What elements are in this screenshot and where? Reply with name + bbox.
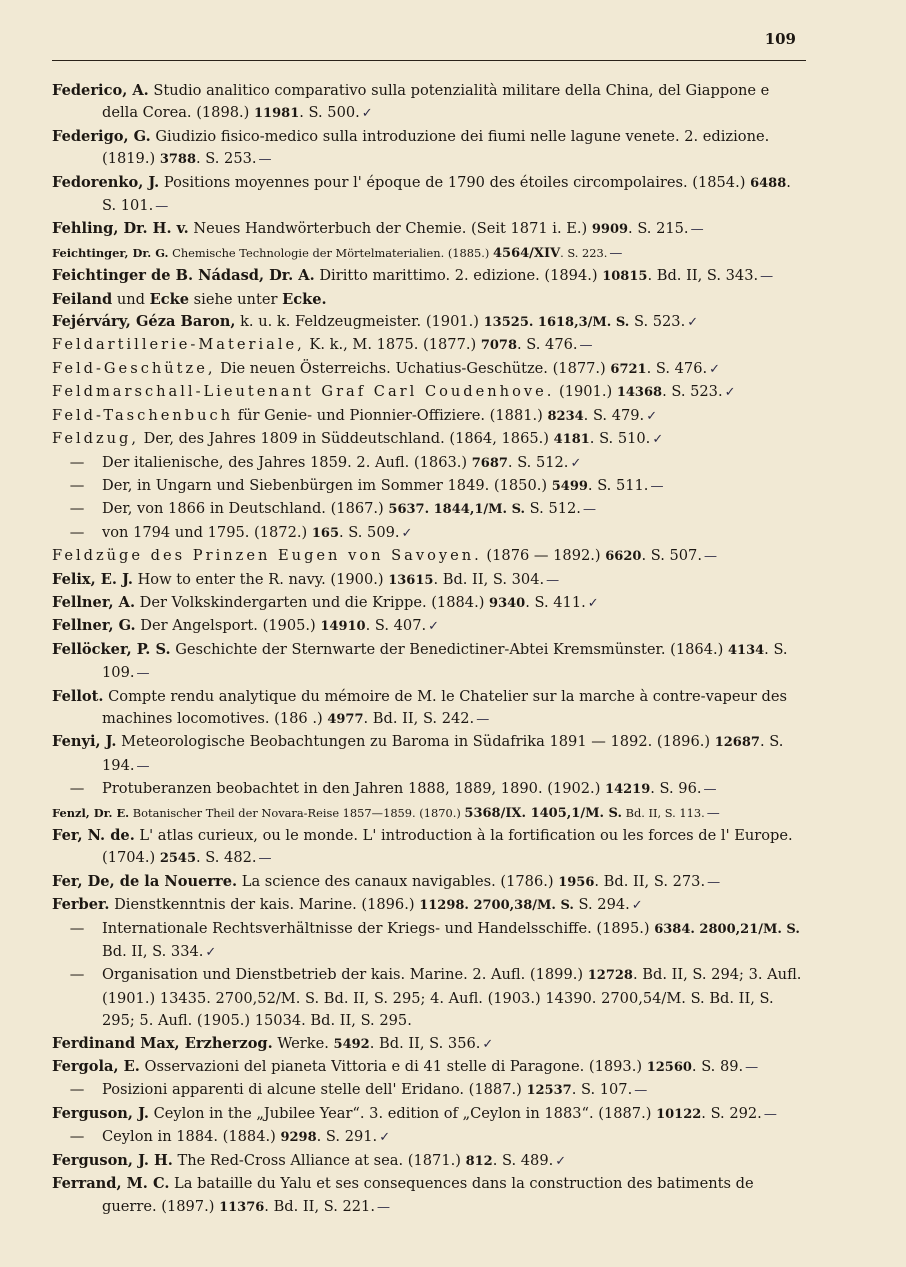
check-mark: ✓ <box>646 408 658 424</box>
ditto-dash: — <box>69 500 85 518</box>
sub-entry <box>52 918 802 965</box>
entry-title: Die neuen Österreichs. Uchatius-Geschütze. (1877.) <box>215 359 611 377</box>
ditto-dash: — <box>69 780 85 798</box>
entry-heading-spaced: Feldmarschall-Lieutenant Graf Carl Coudenhove. <box>52 383 555 401</box>
check-mark: ✓ <box>631 898 643 914</box>
catalog-number: 4977 <box>327 711 364 727</box>
catalog-number: 3788 <box>159 152 196 168</box>
page-reference: . S. 512. <box>507 453 569 471</box>
entry-title: Dienstkenntnis der kais. Marine. (1896.) <box>109 896 420 914</box>
page-reference: . Bd. II, S. 242. <box>363 709 475 727</box>
check-mark: — <box>136 666 150 682</box>
entry-heading-spaced: Feld-Taschenbuch <box>52 406 234 424</box>
entry-title: La science des canaux navigables. (1786.) <box>237 872 559 890</box>
index-entry <box>52 825 802 871</box>
check-mark: — <box>546 572 560 588</box>
index-entry <box>52 569 802 592</box>
page-reference: . S. 489. <box>492 1151 554 1169</box>
index-entry <box>52 871 802 894</box>
entry-heading: Ecke. <box>282 290 327 308</box>
catalog-number: 165 <box>311 525 339 541</box>
entry-title: und <box>112 290 150 308</box>
entry-title: How to enter the R. navy. (1900.) <box>132 570 389 588</box>
check-mark: ✓ <box>428 619 440 635</box>
index-entry <box>52 265 802 288</box>
check-mark: ✓ <box>570 455 582 471</box>
catalog-number: 812 <box>465 1153 493 1169</box>
entry-title: Giudizio fisico-medico sulla introduzione dei fiumi nelle lagune venete. 2. edizione. (1819.) <box>102 127 770 168</box>
entry-title: k. u. k. Feldzeugmeister. (1901.) <box>235 313 484 331</box>
index-entry <box>52 1103 802 1126</box>
catalog-number: 4564/XIV <box>492 245 561 261</box>
ditto-dash: — <box>69 1128 85 1146</box>
catalog-number: 5637. 1844,1/M. S. <box>388 502 526 518</box>
entry-title: L' atlas curieux, ou le monde. L' introduction à la fortification ou les forces de l' Europe. (1704.) <box>102 827 793 867</box>
page-reference: . S. 507. <box>641 547 702 565</box>
check-mark: — <box>136 758 150 774</box>
check-mark: — <box>745 1060 759 1076</box>
check-mark: ✓ <box>724 385 736 401</box>
entry-heading-spaced: Feldzüge des Prinzen Eugen von Savoyen. <box>52 547 482 565</box>
page-reference: . Bd. II, S. 273. <box>594 872 706 890</box>
check-mark: — <box>582 502 596 518</box>
page-reference: . S. 476. <box>517 336 578 354</box>
check-mark: ✓ <box>379 1130 391 1146</box>
catalog-number: 5492 <box>333 1036 370 1052</box>
sub-entry <box>52 964 802 1032</box>
catalog-number: 4181 <box>553 432 590 448</box>
check-mark: ✓ <box>587 595 599 611</box>
entry-title: siehe unter <box>189 290 283 308</box>
catalog-number: 12560 <box>646 1060 692 1076</box>
entry-title: Der, des Jahres 1809 in Süddeutschland. (1864, 1865.) <box>139 430 554 448</box>
catalog-number: 12537 <box>526 1083 572 1099</box>
page-reference: . S. 511. <box>587 476 649 494</box>
check-mark: — <box>258 152 272 168</box>
entry-heading: Fellner, A. <box>52 593 136 611</box>
index-entry <box>52 334 802 357</box>
ditto-dash: — <box>69 966 85 984</box>
catalog-number: 6488 <box>750 175 787 191</box>
index-entry <box>52 1033 802 1056</box>
entry-title: Chemische Technologie der Mörtelmaterialien. (1885.) <box>168 245 493 260</box>
entry-heading-spaced: Feldartillerie-Materiale, <box>52 336 305 354</box>
catalog-number: 14219 <box>605 782 651 798</box>
check-mark: — <box>703 549 717 565</box>
catalog-number: 2545 <box>159 851 196 867</box>
catalog-number: 11376 <box>219 1199 265 1215</box>
entry-heading: Fejérváry, Géza Baron, <box>52 313 236 331</box>
entry-title: K. k., M. 1875. (1877.) <box>304 336 481 354</box>
check-mark: — <box>650 478 664 494</box>
ditto-dash: — <box>69 1081 85 1099</box>
catalog-number: 14368 <box>616 385 663 401</box>
page-reference: . S. 107. <box>571 1081 633 1099</box>
page-reference: S. 523. <box>629 313 686 331</box>
check-mark: ✓ <box>687 315 699 331</box>
page-reference: . Bd. II, S. 221. <box>264 1197 375 1215</box>
entry-heading: Fellot. <box>52 687 104 705</box>
page-reference: S. 512. <box>525 500 581 518</box>
entry-heading: Ferrand, M. C. <box>52 1175 170 1193</box>
catalog-number: 11981 <box>254 106 300 122</box>
check-mark: — <box>760 269 774 285</box>
entry-title: für Genie- und Pionnier-Offiziere. (1881.) <box>233 406 548 424</box>
index-entry <box>52 358 802 381</box>
check-mark: — <box>155 199 169 215</box>
sub-entry <box>52 778 802 801</box>
page-reference: . S. 89. <box>691 1058 744 1076</box>
entry-title: Geschichte der Sternwarte der Benedictiner-Abtei Kremsmünster. (1864.) <box>170 640 728 658</box>
entry-heading-spaced: Feld-Geschütze, <box>52 359 216 377</box>
entry-title: Ceylon in the „Jubilee Year“. 3. edition of „Ceylon in 1883“. (1887.) <box>148 1104 657 1122</box>
entry-title: Organisation und Dienstbetrieb der kais. Marine. 2. Aufl. (1899.) <box>102 966 588 984</box>
index-entry <box>52 242 802 265</box>
index-entry <box>52 1150 802 1173</box>
entry-heading: Fer, De, de la Nouerre. <box>52 872 238 890</box>
check-mark: — <box>707 874 721 890</box>
page-reference: . S. 411. <box>525 593 586 611</box>
entry-title: Positions moyennes pour l' époque de 1790 des étoiles circompolaires. (1854.) <box>159 173 751 191</box>
index-entry <box>52 1173 802 1219</box>
entry-heading: Fenyi, J. <box>52 733 117 751</box>
entry-title: Osservazioni del pianeta Vittoria e di 41 stelle di Paragone. (1893.) <box>139 1058 647 1076</box>
ditto-dash: — <box>69 476 85 494</box>
page-reference: Bd. II, S. 334. <box>102 943 204 961</box>
check-mark: — <box>703 782 717 798</box>
page-reference: . S. 223. <box>560 245 608 260</box>
page-reference: . S. 407. <box>365 617 427 635</box>
entry-title: La bataille du Yalu et ses consequences dans la construction des batiments de guerre. (1897.) <box>102 1175 754 1215</box>
index-entry <box>52 126 802 172</box>
entry-heading: Fehling, Dr. H. v. <box>52 220 189 238</box>
page-reference: . S. 101. <box>102 173 791 215</box>
entry-heading: Fedorenko, J. <box>52 173 160 191</box>
page-reference: . S. 96. <box>650 780 702 798</box>
entry-title: The Red-Cross Alliance at sea. (1871.) <box>172 1151 466 1169</box>
catalog-number: 10815 <box>602 269 648 285</box>
index-entry <box>52 381 802 404</box>
entry-heading: Feichtinger de B. Nádasd, Dr. A. <box>52 267 315 285</box>
catalog-number: 14910 <box>320 619 366 635</box>
catalog-number: 7687 <box>471 455 508 471</box>
entry-heading: Federigo, G. <box>52 127 151 145</box>
index-entry <box>52 289 802 311</box>
entry-heading: Fellöcker, P. S. <box>52 640 171 658</box>
page-reference: S. 294. <box>573 896 630 914</box>
entry-title: (1901.) <box>554 383 617 401</box>
entry-title: von 1794 und 1795. (1872.) <box>102 523 312 541</box>
page-reference: . S. 523. <box>662 383 723 401</box>
check-mark: — <box>476 711 490 727</box>
page-reference: Bd. II, S. 113. <box>621 805 705 820</box>
catalog-number: 6384. 2800,21/M. S. <box>654 921 800 937</box>
sub-entry <box>52 522 802 545</box>
sub-entry <box>52 1079 802 1102</box>
catalog-number: 11298. 2700,38/M. S. <box>419 898 574 914</box>
entry-title: Der Angelsport. (1905.) <box>135 617 321 635</box>
entry-heading: Feiland <box>52 290 113 308</box>
entry-title: Neues Handwörterbuch der Chemie. (Seit 1871 i. E.) <box>188 220 592 238</box>
entry-heading: Ferber. <box>52 896 110 914</box>
ditto-dash: — <box>69 919 85 937</box>
sub-entry <box>52 1126 802 1149</box>
entry-title: Studio analitico comparativo sulla potenzialità militare della China, del Giappone e della Corea. (1898.) <box>102 82 770 122</box>
index-entry <box>52 311 802 334</box>
page-reference: . Bd. II, S. 294; 3. Aufl. (1901.) 13435. 2700,52/M. S. Bd. II, S. 295; 4. Aufl. (1903.) 14390. 2700,54/M. S. Bd. II, S. 295; 5. Aufl. (1905.) 15034. Bd. II, S. 295. <box>102 966 802 1030</box>
index-entry <box>52 172 802 219</box>
entry-title: Der, in Ungarn und Siebenbürgen im Sommer 1849. (1850.) <box>102 476 552 494</box>
catalog-number: 5499 <box>551 478 588 494</box>
page-reference: . S. 291. <box>316 1128 378 1146</box>
check-mark: — <box>763 1106 777 1122</box>
index-entry <box>52 615 802 638</box>
catalog-number: 8234 <box>547 408 584 424</box>
index-entry <box>52 639 802 686</box>
check-mark: ✓ <box>361 106 373 122</box>
header-rule <box>52 60 806 61</box>
catalog-number: 6721 <box>610 361 647 377</box>
index-entries <box>52 80 802 1219</box>
entry-heading: Ferguson, J. <box>52 1104 149 1122</box>
entry-heading-spaced: Feldzug, <box>52 430 140 448</box>
sub-entry <box>52 498 802 521</box>
catalog-number: 9909 <box>591 222 629 238</box>
catalog-number: 5368/IX. 1405,1/M. S. <box>464 805 622 821</box>
check-mark: ✓ <box>652 432 664 448</box>
page-reference: . S. 482. <box>196 849 257 867</box>
catalog-number: 12728 <box>587 968 633 984</box>
catalog-number: 7078 <box>480 338 518 354</box>
page-reference: . S. 215. <box>628 220 689 238</box>
catalog-number: 9340 <box>489 595 526 611</box>
check-mark: ✓ <box>482 1036 494 1052</box>
entry-title: Protuberanzen beobachtet in den Jahren 1888, 1889, 1890. (1902.) <box>102 780 606 798</box>
page-reference: . S. 509. <box>339 523 400 541</box>
page-reference: . S. 292. <box>701 1104 762 1122</box>
entry-heading: Federico, A. <box>52 82 149 99</box>
entry-title: Ceylon in 1884. (1884.) <box>102 1128 281 1146</box>
catalog-number: 12687 <box>714 735 760 751</box>
entry-heading: Fer, N. de. <box>52 827 135 844</box>
catalog-number: 1956 <box>558 874 595 890</box>
index-entry <box>52 405 802 428</box>
page-reference: . Bd. II, S. 343. <box>647 267 759 285</box>
check-mark: — <box>690 222 704 238</box>
check-mark: — <box>706 805 720 821</box>
page-reference: . S. 510. <box>589 430 651 448</box>
index-entry <box>52 80 802 126</box>
index-entry <box>52 731 802 778</box>
index-entry <box>52 428 802 451</box>
catalog-number: 9298 <box>280 1130 317 1146</box>
page-reference: . Bd. II, S. 304. <box>433 570 545 588</box>
page-reference: . Bd. II, S. 356. <box>369 1034 481 1052</box>
page-reference: . S. 194. <box>102 733 784 774</box>
page-reference: . S. 476. <box>646 359 708 377</box>
index-entry <box>52 592 802 615</box>
catalog-number: 4134 <box>727 642 765 658</box>
index-entry <box>52 894 802 917</box>
entry-title: Diritto marittimo. 2. edizione. (1894.) <box>314 267 603 285</box>
index-entry <box>52 686 802 732</box>
check-mark: — <box>376 1199 390 1215</box>
entry-title: Der Volkskindergarten und die Krippe. (1884.) <box>135 593 490 611</box>
page-reference: . S. 500. <box>299 104 360 122</box>
entry-heading: Fellner, G. <box>52 617 136 635</box>
entry-heading: Feichtinger, Dr. G. <box>52 245 169 260</box>
catalog-number: 6620 <box>605 549 642 565</box>
sub-entry <box>52 475 802 498</box>
catalog-number: 13615 <box>388 572 434 588</box>
entry-heading: Ferdinand Max, Erzherzog. <box>52 1034 273 1052</box>
check-mark: ✓ <box>709 361 721 377</box>
check-mark: ✓ <box>401 525 413 541</box>
page-reference: . S. 479. <box>583 406 645 424</box>
index-entry <box>52 545 802 568</box>
check-mark: ✓ <box>205 945 217 961</box>
entry-title: Internationale Rechtsverhältnisse der Kriegs- und Handelsschiffe. (1895.) <box>102 919 655 937</box>
entry-title: Werke. <box>272 1034 334 1052</box>
entry-heading: Felix, E. J. <box>52 570 133 588</box>
entry-title: Der, von 1866 in Deutschland. (1867.) <box>102 500 389 518</box>
check-mark: — <box>579 338 593 354</box>
entry-title: Posizioni apparenti di alcune stelle dell' Eridano. (1887.) <box>102 1081 527 1099</box>
catalog-number: 13525. 1618,3/M. S. <box>483 315 630 331</box>
check-mark: — <box>609 245 623 261</box>
page-reference: . S. 253. <box>196 150 257 168</box>
sub-entry <box>52 452 802 475</box>
entry-title: Meteorologische Beobachtungen zu Baroma in Südafrika 1891 — 1892. (1896.) <box>116 733 715 751</box>
entry-heading: Ecke <box>149 290 190 308</box>
check-mark: — <box>634 1083 648 1099</box>
page-reference: . S. 109. <box>102 640 788 682</box>
entry-heading: Fergola, E. <box>52 1058 140 1076</box>
check-mark: — <box>258 851 272 867</box>
ditto-dash: — <box>69 523 85 541</box>
index-entry <box>52 218 802 241</box>
entry-title: Compte rendu analytique du mémoire de M. le Chatelier sur la marche à contre-vapeur des machines locomotives. (186 .) <box>102 687 787 727</box>
entry-title: Der italienische, des Jahres 1859. 2. Aufl. (1863.) <box>102 453 472 471</box>
index-entry <box>52 1056 802 1079</box>
entry-title: (1876 — 1892.) <box>481 547 606 565</box>
ditto-dash: — <box>69 453 85 471</box>
catalog-number: 10122 <box>656 1106 702 1122</box>
page-number: 109 <box>764 30 796 48</box>
check-mark: ✓ <box>555 1153 567 1169</box>
entry-title: Botanischer Theil der Novara-Reise 1857—1859. (1870.) <box>129 805 465 820</box>
entry-heading: Fenzl, Dr. E. <box>52 805 130 820</box>
entry-heading: Ferguson, J. H. <box>52 1151 173 1169</box>
index-entry <box>52 802 802 825</box>
